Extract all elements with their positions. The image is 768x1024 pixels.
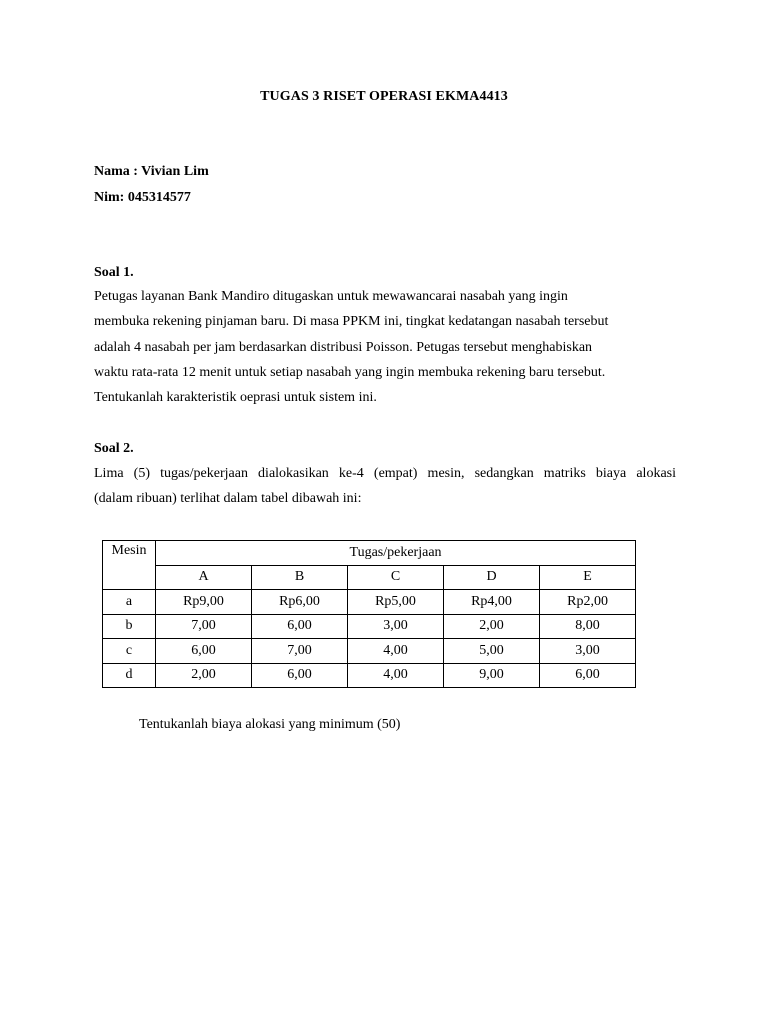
column-group-header-cell: Tugas/pekerjaan <box>156 541 636 566</box>
table-cell: 2,00 <box>156 663 252 688</box>
soal2-heading: Soal 2. <box>94 441 134 456</box>
table-cell: 6,00 <box>540 663 636 688</box>
table-cell: Rp5,00 <box>348 590 444 615</box>
table-cell: 9,00 <box>444 663 540 688</box>
table-column-row <box>103 565 636 590</box>
student-name: Nama : Vivian Lim <box>94 164 209 179</box>
table-cell: 7,00 <box>156 614 252 639</box>
table-row <box>103 614 636 639</box>
table-cell: Rp6,00 <box>252 590 348 615</box>
table-cell: 3,00 <box>540 639 636 664</box>
table-row <box>103 639 636 664</box>
soal2-paragraph <box>94 461 676 512</box>
row-label-cell: a <box>103 590 156 615</box>
student-nim: Nim: 045314577 <box>94 190 191 205</box>
row-label-cell: c <box>103 639 156 664</box>
row-label-cell: d <box>103 663 156 688</box>
soal1-line: Petugas layanan Bank Mandiro ditugaskan untuk mewawancarai nasabah yang ingin <box>94 289 568 304</box>
soal2-line: (dalam ribuan) terlihat dalam tabel dibawah ini: <box>94 491 362 507</box>
document-title: TUGAS 3 RISET OPERASI EKMA4413 <box>260 89 508 104</box>
soal1-heading: Soal 1. <box>94 265 134 280</box>
column-header-cell: E <box>540 565 636 590</box>
table-cell: 6,00 <box>252 614 348 639</box>
table-row <box>103 590 636 615</box>
column-header-cell: C <box>348 565 444 590</box>
row-label-cell: b <box>103 614 156 639</box>
cost-matrix-table <box>102 540 636 688</box>
soal1-line: membuka rekening pinjaman baru. Di masa PPKM ini, tingkat kedatangan nasabah tersebut <box>94 314 609 330</box>
column-header-cell: A <box>156 565 252 590</box>
table-cell: Rp9,00 <box>156 590 252 615</box>
column-header-cell: B <box>252 565 348 590</box>
soal2-line: Lima (5) tugas/pekerjaan dialokasikan ke-4 (empat) mesin, sedangkan matriks biaya alokasi <box>94 466 676 481</box>
table-cell: 6,00 <box>156 639 252 664</box>
table-cell: 5,00 <box>444 639 540 664</box>
table-cell: 2,00 <box>444 614 540 639</box>
table-cell: 6,00 <box>252 663 348 688</box>
table-cell: Rp2,00 <box>540 590 636 615</box>
table-cell: 8,00 <box>540 614 636 639</box>
table-cell: 4,00 <box>348 663 444 688</box>
row-header-cell: Mesin <box>103 541 156 590</box>
table-header-row <box>103 541 636 566</box>
soal1-paragraph <box>94 284 676 410</box>
table-row <box>103 663 636 688</box>
soal2-instruction: Tentukanlah biaya alokasi yang minimum (50) <box>139 717 401 732</box>
table-cell: 7,00 <box>252 639 348 664</box>
table-cell: 4,00 <box>348 639 444 664</box>
column-header-cell: D <box>444 565 540 590</box>
soal1-line: adalah 4 nasabah per jam berdasarkan distribusi Poisson. Petugas tersebut menghabiskan <box>94 339 593 355</box>
table-cell: Rp4,00 <box>444 590 540 615</box>
soal1-line: waktu rata-rata 12 menit untuk setiap nasabah yang ingin membuka rekening baru tersebut. <box>94 364 606 380</box>
table-cell: 3,00 <box>348 614 444 639</box>
soal1-line: Tentukanlah karakteristik oeprasi untuk sistem ini. <box>94 390 377 406</box>
